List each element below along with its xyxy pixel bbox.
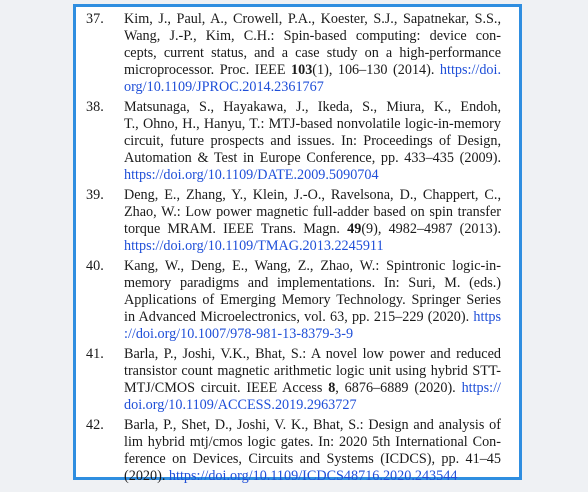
citation-text: transistor count magnetic arithmetic logic unit using hybrid STT- xyxy=(124,363,501,379)
reference-text xyxy=(124,417,501,485)
reference-number: 41. xyxy=(86,346,104,362)
reference-text xyxy=(124,258,501,343)
reference-line xyxy=(124,167,501,184)
reference-line xyxy=(124,28,501,45)
citation-text: Applications of Emerging Memory Technology. Springer Series xyxy=(124,292,501,308)
volume-number: 8 xyxy=(328,380,336,396)
doi-link[interactable]: https://doi.org/10.1109/DATE.2009.5090704 xyxy=(124,167,379,183)
reference-line xyxy=(124,133,501,150)
reference-line xyxy=(124,346,501,363)
reference-line xyxy=(124,363,501,380)
citation-text: microprocessor. Proc. IEEE xyxy=(124,62,291,78)
reference-entry xyxy=(86,11,501,96)
volume-number: 103 xyxy=(291,62,313,78)
reference-entry xyxy=(86,346,501,414)
citation-text: torque MRAM. IEEE Trans. Magn. xyxy=(124,221,348,237)
reference-line xyxy=(124,238,501,255)
citation-text: MTJ/CMOS circuit. IEEE Access xyxy=(124,380,329,396)
citation-text: Automation & Test in Europe Conference, pp. 433–435 (2009). xyxy=(124,150,501,166)
reference-text xyxy=(124,11,501,96)
reference-line xyxy=(124,79,501,96)
reference-list xyxy=(86,11,501,488)
citation-text: Kim, J., Paul, A., Crowell, P.A., Koester, S.J., Sapatnekar, S.S., xyxy=(124,11,501,27)
reference-line xyxy=(124,116,501,133)
reference-line xyxy=(124,187,501,204)
citation-text: Kang, W., Deng, E., Wang, Z., Zhao, W.: Spintronic logic-in- xyxy=(124,258,501,274)
citation-text: (1), 106–130 (2014). xyxy=(312,62,440,78)
citation-text: circuit, future prospects and issues. In: Proceedings of Design, xyxy=(124,133,501,149)
reference-line xyxy=(124,275,501,292)
reference-line xyxy=(124,99,501,116)
reference-line xyxy=(124,326,501,343)
reference-line xyxy=(124,451,501,468)
citation-text: Deng, E., Zhang, Y., Klein, J.-O., Ravelsona, D., Chappert, C., xyxy=(124,187,501,203)
reference-number: 40. xyxy=(86,258,104,274)
reference-line xyxy=(124,292,501,309)
reference-line xyxy=(124,380,501,397)
reference-line xyxy=(124,309,501,326)
doi-link[interactable]: org/10.1109/JPROC.2014.2361767 xyxy=(124,79,324,95)
reference-number: 39. xyxy=(86,187,104,203)
citation-text: (9), 4982–4987 (2013). xyxy=(361,221,501,237)
reference-entry xyxy=(86,99,501,184)
doi-link[interactable]: https:// xyxy=(461,380,501,396)
doi-link[interactable]: ://doi.org/10.1007/978-981-13-8379-3-9 xyxy=(124,326,354,342)
reference-entry xyxy=(86,187,501,255)
reference-line xyxy=(124,468,501,485)
reference-line xyxy=(124,150,501,167)
citation-text: Barla, P., Shet, D., Joshi, V. K., Bhat, S.: Design and analysis of xyxy=(124,417,501,433)
reference-line xyxy=(124,221,501,238)
doi-link[interactable]: https://doi.org/10.1109/TMAG.2013.2245911 xyxy=(124,238,384,254)
citation-text: Matsunaga, S., Hayakawa, J., Ikeda, S., Miura, K., Endoh, xyxy=(124,99,501,115)
citation-text: in Advanced Microelectronics, vol. 63, pp. 215–229 (2020). xyxy=(124,309,474,325)
doi-link[interactable]: doi.org/10.1109/ACCESS.2019.2963727 xyxy=(124,397,357,413)
reference-text xyxy=(124,99,501,184)
reference-line xyxy=(124,258,501,275)
reference-number: 38. xyxy=(86,99,104,115)
citation-text: (2020). xyxy=(124,468,169,484)
citation-text: memory paradigms and implementations. In: Suri, M. (eds.) xyxy=(124,275,501,291)
reference-line xyxy=(124,62,501,79)
citation-text: cepts, current status, and a case study on a high-performance xyxy=(124,45,501,61)
citation-text: ference on Devices, Circuits and Systems (ICDCS), pp. 41–45 xyxy=(124,451,501,467)
citation-text: , 6876–6889 (2020). xyxy=(335,380,462,396)
doi-link[interactable]: https://doi.org/10.1109/ICDCS48716.2020.243544 xyxy=(168,468,458,484)
reference-line xyxy=(124,11,501,28)
reference-number: 42. xyxy=(86,417,104,433)
reference-text xyxy=(124,346,501,414)
citation-text: Barla, P., Joshi, V.K., Bhat, S.: A novel low power and reduced xyxy=(124,346,501,362)
reference-line xyxy=(124,417,501,434)
citation-text: Wang, J.-P., Kim, C.H.: Spin-based computing: device con- xyxy=(124,28,501,44)
doi-link[interactable]: https xyxy=(473,309,501,325)
reference-line xyxy=(124,204,501,221)
reference-panel xyxy=(73,4,522,484)
reference-text xyxy=(124,187,501,255)
citation-text: Zhao, W.: Low power magnetic full-adder based on spin transfer xyxy=(124,204,501,220)
reference-line xyxy=(124,397,501,414)
reference-line xyxy=(124,45,501,62)
reference-number: 37. xyxy=(86,11,104,27)
reference-entry xyxy=(86,258,501,343)
citation-text: T., Ohno, H., Hanyu, T.: MTJ-based nonvolatile logic-in-memory xyxy=(124,116,501,132)
reference-entry xyxy=(86,417,501,485)
volume-number: 49 xyxy=(347,221,362,237)
reference-line xyxy=(124,434,501,451)
doi-link[interactable]: https://doi. xyxy=(439,62,501,78)
citation-text: lim hybrid mtj/cmos logic gates. In: 2020 5th International Con- xyxy=(124,434,501,450)
